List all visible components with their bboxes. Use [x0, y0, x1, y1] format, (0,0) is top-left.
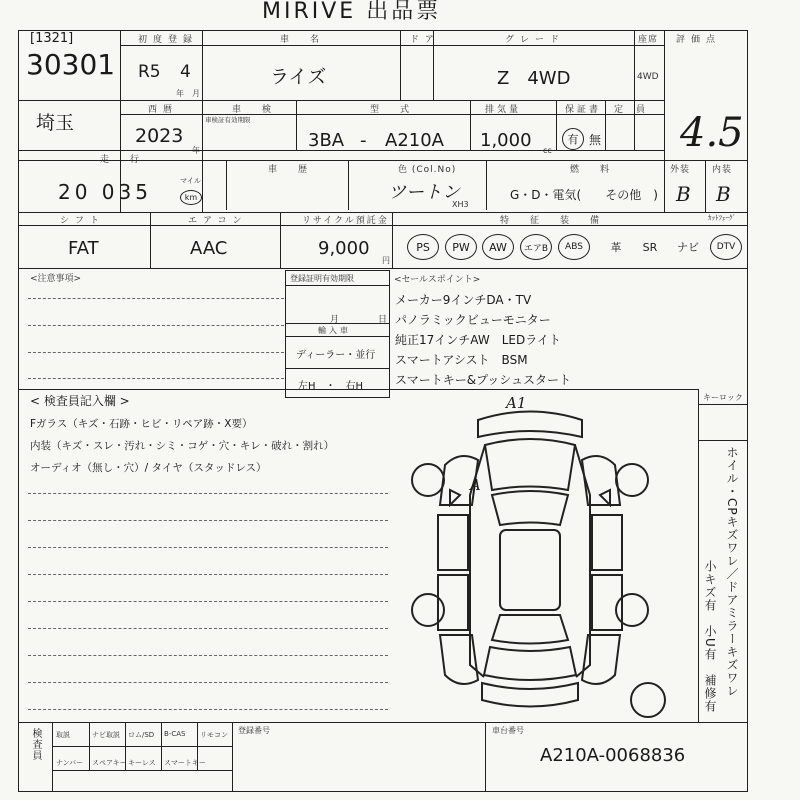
- accessory-bottom-2: スペアキー: [92, 759, 127, 767]
- steer-label: 左H ・ 右H: [298, 381, 364, 392]
- front-bumper: [478, 412, 582, 438]
- chassis-header: 車台番号: [492, 726, 524, 735]
- windshield: [492, 491, 568, 525]
- header-history: 車 歴: [268, 165, 314, 175]
- sheet-title: MIRIVE 出品票: [262, 0, 442, 24]
- prefecture: 埼玉: [36, 112, 75, 134]
- equipment-8: ナビ: [677, 241, 699, 254]
- shift: FAT: [68, 238, 99, 259]
- left-rear-fender: [440, 635, 478, 684]
- accessory-bottom-3: キーレス: [128, 759, 156, 767]
- right-note-repair: 小キズ有 小U有 補修有: [703, 560, 717, 713]
- color: ツートン: [388, 182, 460, 203]
- wheel-front-left: [412, 464, 444, 496]
- wheel-front-right: [616, 464, 648, 496]
- mark-side: A: [470, 476, 481, 494]
- accessory-top-5: リモコン: [200, 731, 228, 739]
- reg-no-header: 登録番号: [238, 726, 270, 735]
- inspector-note-interior: 内装（キズ・スレ・汚れ・シミ・コゲ・穴・キレ・破れ・割れ）: [30, 440, 335, 452]
- exterior-grade: B: [676, 182, 691, 206]
- header-color: 色 (Col.No): [398, 165, 457, 175]
- wheel-rear-left: [412, 594, 444, 626]
- sales-point-3: 純正17インチAW LEDライト: [395, 333, 561, 347]
- equipment-6: 革: [610, 241, 622, 254]
- hood: [485, 439, 575, 490]
- model-prefix: 3BA: [308, 130, 345, 151]
- accessory-top-4: B-CAS: [164, 730, 186, 738]
- grade: Z 4WD: [497, 68, 571, 89]
- rear-bumper: [482, 683, 578, 707]
- header-recycle: リサイクル預託金: [302, 216, 389, 226]
- right-mirror: [600, 490, 610, 505]
- inspection-sub: 車検証有効期限: [205, 116, 251, 124]
- spare-tire: [631, 683, 665, 717]
- header-model: 型 式: [370, 105, 416, 115]
- inspector-header: < 検査員記入欄 >: [30, 394, 130, 408]
- score-value: 4.5: [680, 110, 744, 156]
- reg-expiry-header: 登録証明有効期限: [290, 274, 354, 283]
- remarks-header: <注意事項>: [30, 274, 82, 284]
- first-reg-month: 4: [180, 62, 191, 82]
- seat-note: 4WD: [637, 72, 659, 82]
- lot-bracket: [1321]: [30, 31, 74, 46]
- year: 2023: [135, 125, 184, 147]
- expiry-month: 月: [330, 315, 340, 325]
- header-score: 評価点: [676, 35, 722, 45]
- warranty-no: 無: [589, 133, 602, 147]
- header-interior: 内装: [712, 165, 733, 175]
- color-code: XH3: [452, 200, 469, 209]
- key-lock-header: キーロック: [703, 393, 743, 402]
- bottom-vertical-label: 検査員: [30, 728, 41, 761]
- model-code: A210A: [385, 130, 444, 151]
- chassis-number: A210A-0068836: [540, 745, 686, 766]
- recycle: 9,000: [318, 238, 370, 259]
- header-seat: 座席: [638, 35, 659, 45]
- header-shift: シフト: [60, 216, 106, 226]
- header-capacity: 定 員: [614, 105, 648, 115]
- first-reg-era: R5: [138, 62, 161, 82]
- equipment-4: エアB: [520, 234, 552, 260]
- car-name: ライズ: [270, 66, 327, 88]
- lot-number: 30301: [26, 48, 116, 81]
- accessory-top-3: ロム/SD: [128, 731, 155, 739]
- warranty-yes: 有: [562, 128, 584, 150]
- sales-points-header: <セールスポイント>: [394, 275, 481, 285]
- equipment-3: AW: [482, 234, 514, 260]
- header-equipment: 特 征 装 備: [500, 216, 606, 226]
- sales-point-1: メーカー9インチDA・TV: [395, 293, 532, 307]
- expiry-day: 日: [378, 315, 388, 325]
- header-keyless: ｶｯﾄﾌｪｰｸﾞ: [708, 214, 736, 222]
- header-grade: グレード: [505, 35, 566, 45]
- mileage: 20 035: [58, 180, 152, 204]
- left-mirror: [450, 490, 460, 505]
- cc-unit: cc: [543, 146, 552, 155]
- header-fuel: 燃 料: [570, 165, 616, 175]
- sales-point-5: スマートキー&プッシュスタート: [395, 373, 572, 387]
- accessory-bottom-4: スマートキー: [164, 759, 206, 767]
- year-suffix: 年: [192, 146, 200, 155]
- roof: [500, 530, 560, 610]
- equipment-5: ABS: [558, 234, 590, 260]
- header-first-reg: 初度登録: [138, 35, 199, 45]
- header-mileage: 走 行: [100, 155, 146, 165]
- wheel-rear-right: [616, 594, 648, 626]
- right-front-door: [592, 515, 622, 570]
- mileage-unit-top: マイル: [180, 177, 201, 185]
- inspector-note-glass: Fガラス（キズ・石跡・ヒビ・リペア跡・X要）: [30, 418, 253, 430]
- inspector-note-audio: オーディオ（無し・穴）/ タイヤ（スタッドレス）: [30, 462, 267, 474]
- sales-point-4: スマートアシスト BSM: [395, 353, 528, 367]
- displacement: 1,000: [480, 130, 532, 151]
- left-front-door: [438, 515, 468, 570]
- recycle-unit: 円: [382, 256, 390, 265]
- mark-front: A1: [506, 394, 527, 412]
- header-car-name: 車 名: [280, 35, 326, 45]
- model-dash: -: [360, 130, 367, 151]
- dealer-label: ディーラー・並行: [296, 350, 376, 361]
- interior-grade: B: [716, 182, 731, 206]
- import-header: 輸入車: [318, 326, 351, 335]
- rear-glass: [492, 615, 568, 644]
- header-displacement: 排気量: [485, 105, 522, 115]
- mileage-unit: km: [180, 190, 202, 205]
- right-front-fender: [582, 456, 620, 505]
- trunk: [484, 647, 576, 680]
- body-outline: [470, 445, 590, 677]
- header-year: 西暦: [148, 105, 179, 115]
- sales-point-2: パノラミックビューモニター: [395, 313, 551, 327]
- equipment-2: PW: [445, 234, 477, 260]
- header-exterior: 外装: [670, 165, 691, 175]
- header-aircon: エアコン: [188, 216, 248, 226]
- header-door: ドア: [410, 35, 440, 45]
- accessory-bottom-1: ナンバー: [56, 759, 84, 767]
- equipment-1: PS: [407, 234, 439, 260]
- right-note-wheel: ホイル・CPキズワレ／ドアミラーキズワレ: [725, 446, 739, 698]
- car-damage-diagram: [400, 395, 700, 725]
- accessory-top-2: ナビ取説: [92, 731, 120, 739]
- aircon: AAC: [190, 238, 228, 259]
- month-unit: 月: [192, 89, 200, 98]
- right-rear-fender: [582, 635, 620, 684]
- equipment-7: SR: [642, 240, 658, 254]
- fuel-options: G・D・電気( その他 ): [510, 188, 658, 202]
- accessory-top-1: 取説: [56, 731, 70, 739]
- year-unit: 年: [176, 89, 184, 98]
- equipment-9: DTV: [710, 234, 742, 260]
- header-warranty: 保証書: [565, 105, 602, 115]
- header-inspection: 車 検: [232, 105, 278, 115]
